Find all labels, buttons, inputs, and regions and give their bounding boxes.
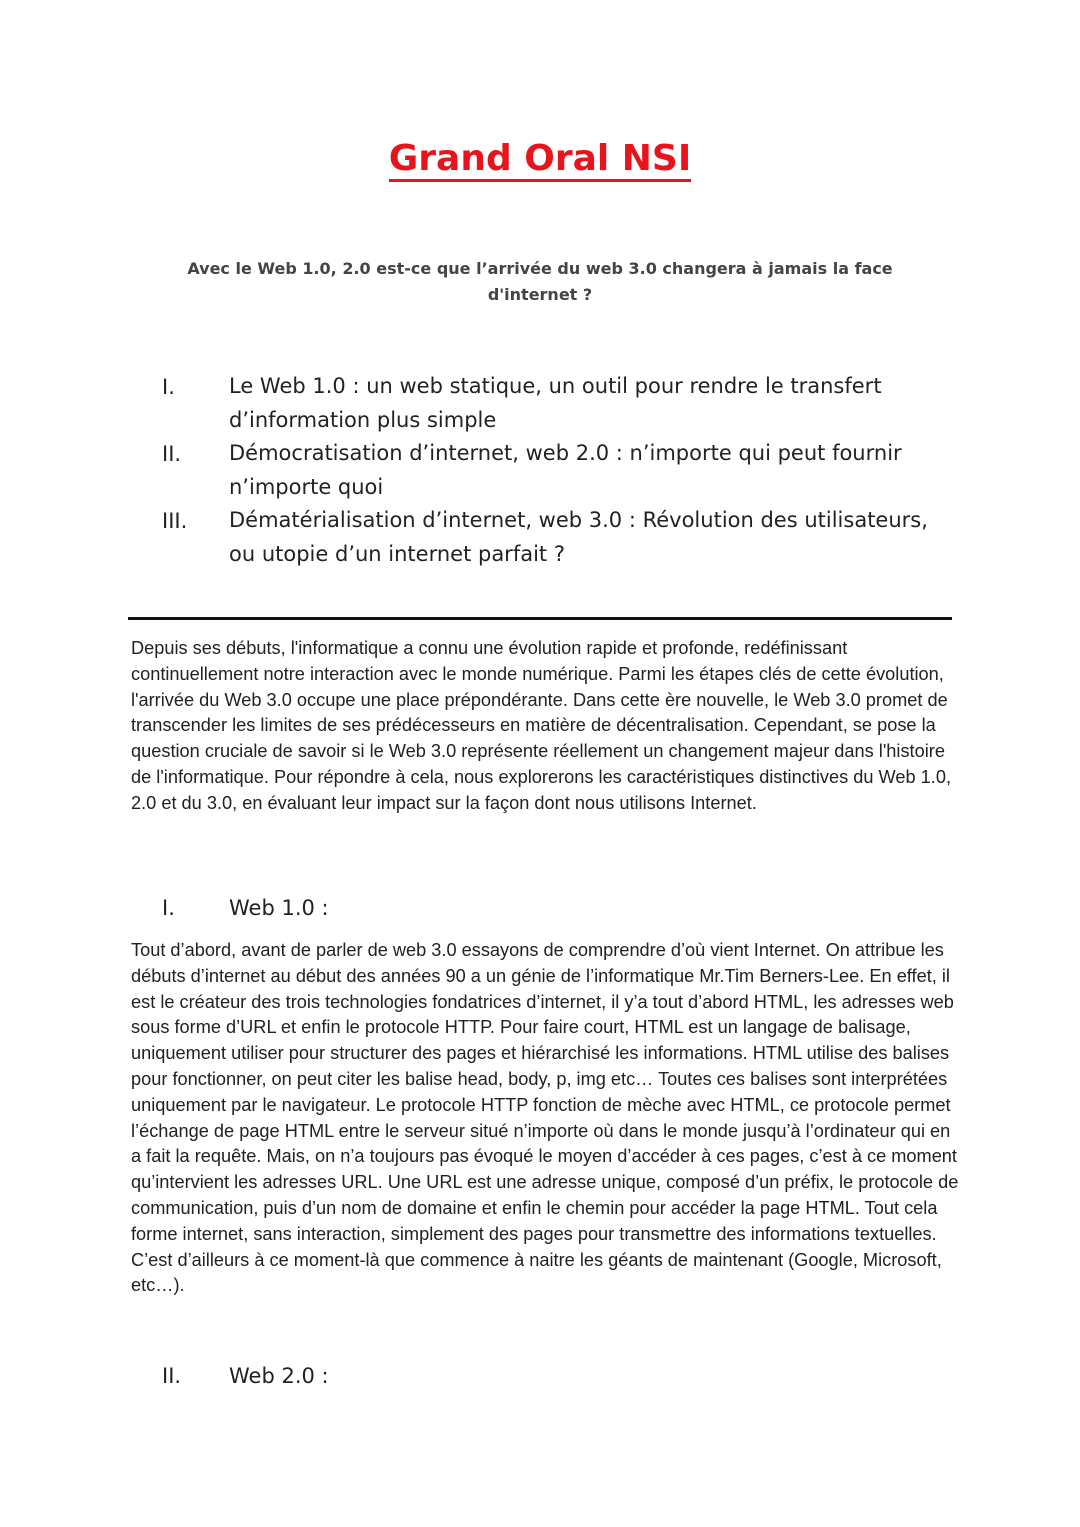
section-title: Web 1.0 :	[229, 896, 329, 920]
outline-item	[0, 504, 1080, 571]
section-number: I.	[162, 896, 175, 920]
outline-text: Dématérialisation d’internet, web 3.0 : Révolution des utilisateurs, ou utopie d’un internet parfait ?	[229, 508, 928, 566]
outline-item	[0, 437, 1080, 504]
outline-number: II.	[162, 442, 182, 466]
outline-list	[0, 370, 1080, 571]
outline-number: I.	[162, 375, 175, 399]
outline-text: Démocratisation d’internet, web 2.0 : n’importe qui peut fournir n’importe quoi	[229, 441, 902, 499]
outline-number: III.	[162, 509, 188, 533]
problem-question: Avec le Web 1.0, 2.0 est-ce que l’arrivée du web 3.0 changera à jamais la face d'internet ?	[187, 259, 893, 304]
introduction-paragraph: Depuis ses débuts, l'informatique a connu une évolution rapide et profonde, redéfinissant continuellement notre interaction avec le monde numérique. Parmi les étapes clés de cette évolution, l'arrivée du Web 3.0 occupe une place prépondérante. Dans cette ère nouvelle, le Web 3.0 promet de transcender les limites de ses prédécesseurs en matière de décentralisation. Cependant, se pose la question cruciale de savoir si le Web 3.0 représente réellement un changement majeur dans l'histoire de l'informatique. Pour répondre à cela, nous explorerons les caractéristiques distinctives du Web 1.0, 2.0 et du 3.0, en évaluant leur impact sur la façon dont nous utilisons Internet.	[131, 638, 951, 813]
section-title: Web 2.0 :	[229, 1364, 329, 1388]
section-number: II.	[162, 1364, 182, 1388]
section-body-paragraph: Tout d’abord, avant de parler de web 3.0 essayons de comprendre d’où vient Internet. On attribue les débuts d’internet au début des années 90 a un génie de l’informatique Mr.Tim Berners-Lee. En effet, il est le créateur des trois technologies fondatrices d’internet, il y’a tout d’abord HTML, les adresses web sous forme d’URL et enfin le protocole HTTP. Pour faire court, HTML est un langage de balisage, uniquement utiliser pour structurer des pages et hiérarchisé les informations. HTML utilise des balises pour fonctionner, on peut citer les balise head, body, p, img etc… Toutes ces balises sont interprétées uniquement par le navigateur. Le protocole HTTP fonction de mèche avec HTML, ce protocole permet l’échange de page HTML entre le serveur situé n’importe où dans le monde jusqu’à l’ordinateur qui en a fait la requête. Mais, on n’a toujours pas évoqué le moyen d’accéder à ces pages, c’est à ce moment qu’intervient les adresses URL. Une URL est une adresse unique, composé d’un préfix, le protocole de communication, puis d’un nom de domaine et enfin le chemin pour accéder la page HTML. Tout cela forme internet, sans interaction, simplement des pages pour transmettre des informations textuelles. C’est d’ailleurs à ce moment-là que commence à naitre les géants de maintenant (Google, Microsoft, etc…).	[131, 940, 959, 1296]
horizontal-divider	[128, 617, 952, 620]
document-title	[0, 136, 1080, 182]
title-text: Grand Oral NSI	[389, 138, 692, 182]
outline-text: Le Web 1.0 : un web statique, un outil pour rendre le transfert d’information plus simple	[229, 374, 882, 432]
outline-item	[0, 370, 1080, 437]
